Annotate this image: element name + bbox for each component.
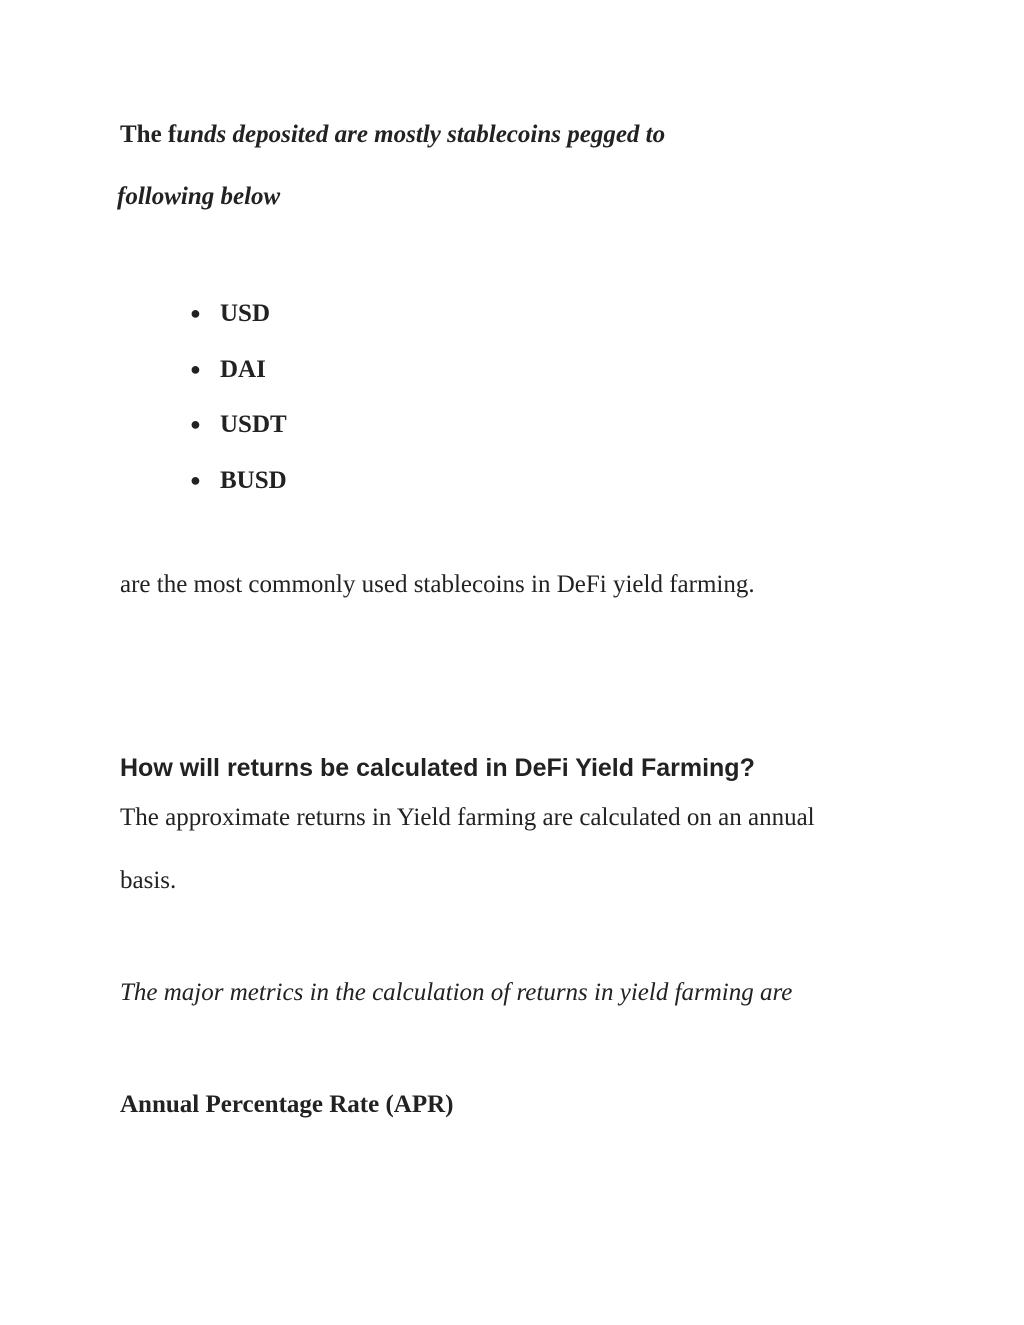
stablecoins-paragraph: are the most commonly used stablecoins in DeFi yield farming. bbox=[120, 571, 755, 598]
intro-line-1 bbox=[120, 120, 665, 150]
bullet-icon: ● bbox=[190, 414, 201, 434]
returns-paragraph-line-1: The approximate returns in Yield farming are calculated on an annual bbox=[120, 804, 815, 831]
list-item bbox=[190, 465, 287, 496]
list-item bbox=[190, 409, 287, 440]
returns-paragraph-line-2: basis. bbox=[120, 867, 177, 894]
list-item bbox=[190, 354, 266, 385]
apr-subheading: Annual Percentage Rate (APR) bbox=[120, 1091, 454, 1118]
list-item-label: USDT bbox=[220, 411, 287, 438]
section-heading: How will returns be calculated in DeFi Yield Farming? bbox=[120, 754, 755, 782]
list-item bbox=[190, 298, 270, 329]
list-item-label: USD bbox=[220, 300, 271, 327]
intro-line-2-text: following below bbox=[117, 183, 281, 210]
bullet-icon: ● bbox=[190, 303, 201, 323]
list-item-label: DAI bbox=[220, 356, 266, 383]
bullet-icon: ● bbox=[190, 470, 201, 490]
intro-line-1-rest: unds deposited are mostly stablecoins pegged to bbox=[176, 121, 666, 148]
intro-line-1-lead: The f bbox=[120, 121, 177, 148]
metrics-intro: The major metrics in the calculation of returns in yield farming are bbox=[120, 979, 793, 1006]
bullet-icon: ● bbox=[190, 359, 201, 379]
list-item-label: BUSD bbox=[220, 467, 287, 494]
intro-line-2 bbox=[117, 182, 280, 212]
